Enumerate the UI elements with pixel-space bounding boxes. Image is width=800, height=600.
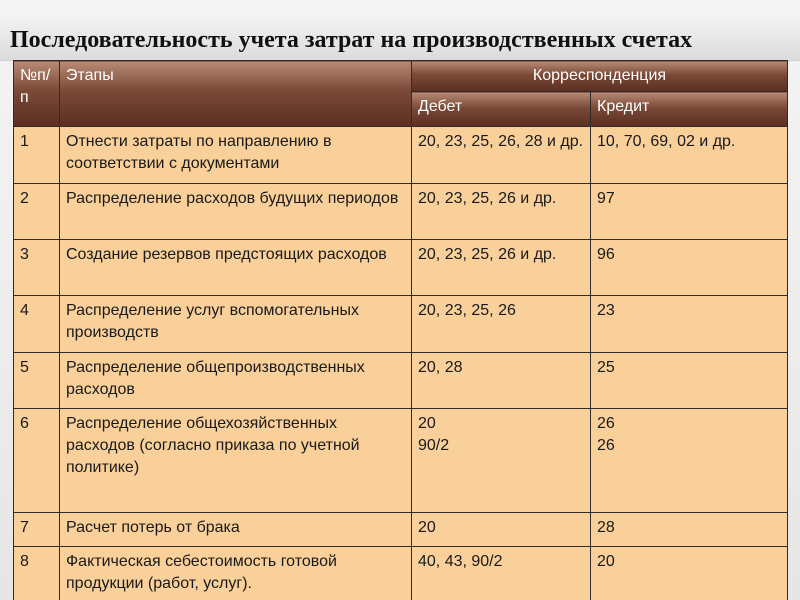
row-debit: 20, 23, 25, 26 и др. — [412, 184, 591, 240]
row-debit: 20, 28 — [412, 353, 591, 409]
row-stage: Распределение расходов будущих периодов — [60, 184, 412, 240]
row-num: 8 — [14, 547, 60, 600]
row-credit: 10, 70, 69, 02 и др. — [591, 127, 788, 184]
table-row — [14, 353, 788, 409]
header-credit: Кредит — [591, 92, 788, 127]
table-row — [14, 409, 788, 513]
row-stage: Создание резервов предстоящих расходов — [60, 240, 412, 296]
row-debit — [412, 409, 591, 513]
row-debit: 40, 43, 90/2 — [412, 547, 591, 600]
row-stage: Расчет потерь от брака — [60, 513, 412, 547]
header-stage: Этапы — [60, 61, 412, 127]
table-row — [14, 184, 788, 240]
table-row — [14, 513, 788, 547]
page-title: Последовательность учета затрат на производственных счетах — [10, 27, 693, 53]
row-debit: 20, 23, 25, 26 — [412, 296, 591, 353]
row-stage: Отнести затраты по направлению в соответствии с документами — [60, 127, 412, 184]
header-correspondence: Корреспонденция — [412, 61, 788, 92]
row-credit: 25 — [591, 353, 788, 409]
row-credit: 96 — [591, 240, 788, 296]
row-num: 5 — [14, 353, 60, 409]
credit-line: 26 — [597, 437, 615, 454]
cost-accounting-table — [13, 60, 788, 600]
row-num: 2 — [14, 184, 60, 240]
row-stage: Распределение услуг вспомогательных производств — [60, 296, 412, 353]
row-credit: 97 — [591, 184, 788, 240]
row-credit: 28 — [591, 513, 788, 547]
table-row — [14, 240, 788, 296]
row-stage: Распределение общехозяйственных расходов (согласно приказа по учетной политике) — [60, 409, 412, 513]
row-credit: 20 — [591, 547, 788, 600]
header-num: №п/п — [14, 61, 60, 127]
row-credit — [591, 409, 788, 513]
row-num: 6 — [14, 409, 60, 513]
debit-line: 90/2 — [418, 437, 450, 454]
row-num: 1 — [14, 127, 60, 184]
debit-line: 20 — [418, 415, 436, 432]
row-num: 4 — [14, 296, 60, 353]
row-num: 7 — [14, 513, 60, 547]
table-row — [14, 547, 788, 600]
credit-line: 26 — [597, 415, 615, 432]
row-credit: 23 — [591, 296, 788, 353]
header-debit: Дебет — [412, 92, 591, 127]
row-debit: 20 — [412, 513, 591, 547]
row-debit: 20, 23, 25, 26, 28 и др. — [412, 127, 591, 184]
row-num: 3 — [14, 240, 60, 296]
row-stage: Фактическая себестоимость готовой продукции (работ, услуг). — [60, 547, 412, 600]
row-stage: Распределение общепроизводственных расходов — [60, 353, 412, 409]
row-debit: 20, 23, 25, 26 и др. — [412, 240, 591, 296]
table-row — [14, 296, 788, 353]
table-row — [14, 127, 788, 184]
table-header-row — [14, 61, 788, 92]
